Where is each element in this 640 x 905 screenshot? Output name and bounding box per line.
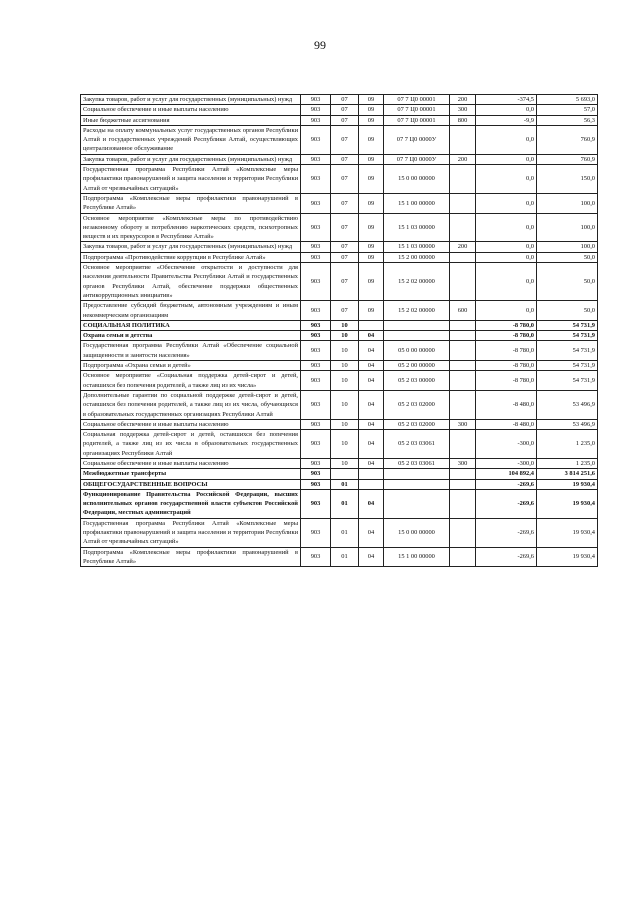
subsection-code-cell: 04	[359, 331, 384, 341]
expense-type-cell: 200	[450, 154, 476, 164]
row-name-cell: Государственная программа Республики Алтай «Комплексные меры профилактики правонарушений и защита населения и территории Республики Алтай от чрезвычайных ситуаций»	[81, 165, 301, 194]
change-amount-cell: -8 780,0	[476, 361, 537, 371]
subsection-code-cell	[359, 320, 384, 330]
grbs-code-cell: 903	[301, 489, 331, 518]
subsection-code-cell: 04	[359, 430, 384, 459]
expense-type-cell	[450, 193, 476, 213]
grbs-code-cell: 903	[301, 361, 331, 371]
section-code-cell: 07	[331, 252, 359, 262]
grbs-code-cell: 903	[301, 105, 331, 115]
grbs-code-cell: 903	[301, 390, 331, 419]
change-amount-cell: -8 780,0	[476, 341, 537, 361]
total-amount-cell: 19 930,4	[537, 479, 598, 489]
section-code-cell: 07	[331, 95, 359, 105]
expense-type-cell	[450, 165, 476, 194]
total-amount-cell: 50,0	[537, 263, 598, 301]
target-article-cell	[384, 320, 450, 330]
change-amount-cell: -8 780,0	[476, 371, 537, 391]
section-code-cell: 07	[331, 105, 359, 115]
subsection-code-cell: 09	[359, 95, 384, 105]
grbs-code-cell: 903	[301, 115, 331, 125]
total-amount-cell: 54 731,9	[537, 331, 598, 341]
row-name-cell: Подпрограмма «Комплексные меры профилактики правонарушений в Республике Алтай»	[81, 193, 301, 213]
row-name-cell: Охрана семьи и детства	[81, 331, 301, 341]
total-amount-cell: 19 930,4	[537, 547, 598, 567]
row-name-cell: Предоставление субсидий бюджетным, автономным учреждениям и иным некоммерческим организациям	[81, 301, 301, 321]
grbs-code-cell: 903	[301, 331, 331, 341]
section-code-cell: 07	[331, 115, 359, 125]
table-row	[81, 242, 598, 252]
page-number: 99	[314, 38, 326, 52]
section-code-cell: 10	[331, 341, 359, 361]
expense-type-cell	[450, 479, 476, 489]
expense-type-cell	[450, 390, 476, 419]
change-amount-cell: -8 780,0	[476, 331, 537, 341]
change-amount-cell: -269,6	[476, 547, 537, 567]
expense-type-cell: 800	[450, 115, 476, 125]
total-amount-cell: 54 731,9	[537, 320, 598, 330]
budget-table	[80, 94, 598, 567]
grbs-code-cell: 903	[301, 165, 331, 194]
total-amount-cell: 100,0	[537, 213, 598, 242]
grbs-code-cell: 903	[301, 371, 331, 391]
row-name-cell: Расходы на оплату коммунальных услуг государственных органов Республики Алтай и государственных учреждений Республики Алтай, осуществляющих централизованное обслуживание	[81, 125, 301, 154]
total-amount-cell: 19 930,4	[537, 489, 598, 518]
expense-type-cell	[450, 263, 476, 301]
row-name-cell: Социальное обеспечение и иные выплаты населению	[81, 419, 301, 429]
target-article-cell: 15 2 00 00000	[384, 252, 450, 262]
row-name-cell: Подпрограмма «Комплексные меры профилактики правонарушений в Республике Алтай»	[81, 547, 301, 567]
table-row	[81, 479, 598, 489]
change-amount-cell: 104 892,4	[476, 469, 537, 479]
change-amount-cell: 0,0	[476, 263, 537, 301]
table-row	[81, 301, 598, 321]
grbs-code-cell: 903	[301, 419, 331, 429]
target-article-cell: 05 2 00 00000	[384, 361, 450, 371]
grbs-code-cell: 903	[301, 242, 331, 252]
table-row	[81, 489, 598, 518]
row-name-cell: Закупка товаров, работ и услуг для государственных (муниципальных) нужд	[81, 242, 301, 252]
target-article-cell: 05 2 03 02000	[384, 390, 450, 419]
total-amount-cell: 100,0	[537, 242, 598, 252]
total-amount-cell: 54 731,9	[537, 371, 598, 391]
target-article-cell	[384, 489, 450, 518]
subsection-code-cell: 09	[359, 263, 384, 301]
grbs-code-cell: 903	[301, 213, 331, 242]
change-amount-cell: -300,0	[476, 458, 537, 468]
row-name-cell: Межбюджетные трансферты	[81, 469, 301, 479]
section-code-cell: 07	[331, 125, 359, 154]
section-code-cell: 01	[331, 547, 359, 567]
section-code-cell: 10	[331, 458, 359, 468]
grbs-code-cell: 903	[301, 479, 331, 489]
target-article-cell: 07 7 Ц0 00001	[384, 95, 450, 105]
subsection-code-cell	[359, 479, 384, 489]
row-name-cell: Государственная программа Республики Алтай «Комплексные меры профилактики правонарушений и защита населения и территории Республики Алтай от чрезвычайных ситуаций»	[81, 518, 301, 547]
table-row	[81, 458, 598, 468]
total-amount-cell: 5 693,0	[537, 95, 598, 105]
total-amount-cell: 57,0	[537, 105, 598, 115]
section-code-cell: 07	[331, 213, 359, 242]
subsection-code-cell: 04	[359, 458, 384, 468]
grbs-code-cell: 903	[301, 518, 331, 547]
total-amount-cell: 50,0	[537, 252, 598, 262]
section-code-cell: 10	[331, 361, 359, 371]
target-article-cell: 15 1 00 00000	[384, 547, 450, 567]
change-amount-cell: 0,0	[476, 252, 537, 262]
target-article-cell: 05 2 03 02000	[384, 419, 450, 429]
grbs-code-cell: 903	[301, 252, 331, 262]
table-row	[81, 430, 598, 459]
target-article-cell: 15 2 02 00000	[384, 263, 450, 301]
subsection-code-cell: 09	[359, 105, 384, 115]
section-code-cell: 07	[331, 165, 359, 194]
row-name-cell: Социальное обеспечение и иные выплаты населению	[81, 458, 301, 468]
total-amount-cell: 760,9	[537, 125, 598, 154]
expense-type-cell: 600	[450, 301, 476, 321]
row-name-cell: Закупка товаров, работ и услуг для государственных (муниципальных) нужд	[81, 154, 301, 164]
total-amount-cell: 54 731,9	[537, 361, 598, 371]
expense-type-cell	[450, 125, 476, 154]
table-row	[81, 419, 598, 429]
change-amount-cell: 0,0	[476, 213, 537, 242]
subsection-code-cell: 09	[359, 252, 384, 262]
row-name-cell: Подпрограмма «Противодействие коррупции в Республике Алтай»	[81, 252, 301, 262]
grbs-code-cell: 903	[301, 125, 331, 154]
row-name-cell: ОБЩЕГОСУДАРСТВЕННЫЕ ВОПРОСЫ	[81, 479, 301, 489]
change-amount-cell: 0,0	[476, 242, 537, 252]
subsection-code-cell	[359, 469, 384, 479]
change-amount-cell: 0,0	[476, 165, 537, 194]
expense-type-cell	[450, 371, 476, 391]
expense-type-cell	[450, 489, 476, 518]
grbs-code-cell: 903	[301, 154, 331, 164]
total-amount-cell: 760,9	[537, 154, 598, 164]
section-code-cell: 10	[331, 419, 359, 429]
target-article-cell: 07 7 Ц0 00001	[384, 105, 450, 115]
section-code-cell: 10	[331, 371, 359, 391]
row-name-cell: Государственная программа Республики Алтай «Обеспечение социальной защищенности и занятости населения»	[81, 341, 301, 361]
total-amount-cell: 53 496,9	[537, 419, 598, 429]
section-code-cell: 07	[331, 263, 359, 301]
table-row	[81, 547, 598, 567]
row-name-cell: Основное мероприятие «Социальная поддержка детей-сирот и детей, оставшихся без попечения родителей, а также лиц из их числа»	[81, 371, 301, 391]
section-code-cell: 01	[331, 518, 359, 547]
change-amount-cell: -269,6	[476, 518, 537, 547]
subsection-code-cell: 04	[359, 390, 384, 419]
table-row	[81, 518, 598, 547]
grbs-code-cell: 903	[301, 547, 331, 567]
total-amount-cell: 150,0	[537, 165, 598, 194]
subsection-code-cell: 09	[359, 125, 384, 154]
change-amount-cell: -374,5	[476, 95, 537, 105]
section-code-cell: 10	[331, 390, 359, 419]
table-row	[81, 213, 598, 242]
subsection-code-cell: 04	[359, 341, 384, 361]
subsection-code-cell: 09	[359, 193, 384, 213]
target-article-cell: 15 1 00 00000	[384, 193, 450, 213]
section-code-cell: 07	[331, 154, 359, 164]
change-amount-cell: -8 480,0	[476, 390, 537, 419]
total-amount-cell: 19 930,4	[537, 518, 598, 547]
grbs-code-cell: 903	[301, 263, 331, 301]
total-amount-cell: 50,0	[537, 301, 598, 321]
subsection-code-cell: 04	[359, 518, 384, 547]
grbs-code-cell: 903	[301, 430, 331, 459]
change-amount-cell: -269,6	[476, 489, 537, 518]
subsection-code-cell: 04	[359, 489, 384, 518]
expense-type-cell	[450, 252, 476, 262]
expense-type-cell	[450, 213, 476, 242]
section-code-cell: 07	[331, 301, 359, 321]
total-amount-cell: 100,0	[537, 193, 598, 213]
target-article-cell: 07 7 Ц0 0000У	[384, 154, 450, 164]
target-article-cell	[384, 469, 450, 479]
grbs-code-cell: 903	[301, 320, 331, 330]
subsection-code-cell: 04	[359, 419, 384, 429]
change-amount-cell: 0,0	[476, 193, 537, 213]
section-code-cell: 01	[331, 489, 359, 518]
row-name-cell: Основное мероприятие «Обеспечение открытости и доступности для населения деятельности Правительства Республики Алтай и государственных органов Республики Алтай, обеспечение поддержки общественных антикоррупционных инициатив»	[81, 263, 301, 301]
section-code-cell: 10	[331, 430, 359, 459]
expense-type-cell	[450, 469, 476, 479]
grbs-code-cell: 903	[301, 193, 331, 213]
row-name-cell: Основное мероприятие «Комплексные меры по противодействию незаконному обороту и потреблению наркотических средств, психотропных веществ и их прекурсоров в Республике Алтай»	[81, 213, 301, 242]
table-row	[81, 331, 598, 341]
table-row	[81, 154, 598, 164]
table-row	[81, 263, 598, 301]
table-row	[81, 469, 598, 479]
grbs-code-cell: 903	[301, 95, 331, 105]
target-article-cell: 07 7 Ц0 00001	[384, 115, 450, 125]
budget-table-body	[81, 95, 598, 567]
target-article-cell: 07 7 Ц0 0000У	[384, 125, 450, 154]
target-article-cell: 15 1 03 00000	[384, 242, 450, 252]
table-row	[81, 105, 598, 115]
change-amount-cell: -269,6	[476, 479, 537, 489]
row-name-cell: Дополнительные гарантии по социальной поддержке детей-сирот и детей, оставшихся без попечения родителей, а также лиц из их числа, обучающихся в образовательных государственных организациях Республики Алтай	[81, 390, 301, 419]
grbs-code-cell: 903	[301, 341, 331, 361]
table-row	[81, 115, 598, 125]
grbs-code-cell: 903	[301, 469, 331, 479]
row-name-cell: Подпрограмма «Охрана семьи и детей»	[81, 361, 301, 371]
table-row	[81, 371, 598, 391]
expense-type-cell: 200	[450, 95, 476, 105]
target-article-cell	[384, 479, 450, 489]
total-amount-cell: 54 731,9	[537, 341, 598, 361]
subsection-code-cell: 09	[359, 165, 384, 194]
total-amount-cell: 53 496,9	[537, 390, 598, 419]
target-article-cell: 15 2 02 00000	[384, 301, 450, 321]
section-code-cell: 07	[331, 193, 359, 213]
row-name-cell: СОЦИАЛЬНАЯ ПОЛИТИКА	[81, 320, 301, 330]
expense-type-cell: 200	[450, 242, 476, 252]
change-amount-cell: 0,0	[476, 301, 537, 321]
expense-type-cell	[450, 341, 476, 361]
target-article-cell: 15 0 00 00000	[384, 518, 450, 547]
expense-type-cell	[450, 518, 476, 547]
row-name-cell: Иные бюджетные ассигнования	[81, 115, 301, 125]
target-article-cell: 05 2 03 03061	[384, 458, 450, 468]
expense-type-cell: 300	[450, 419, 476, 429]
target-article-cell	[384, 331, 450, 341]
expense-type-cell	[450, 320, 476, 330]
expense-type-cell	[450, 430, 476, 459]
row-name-cell: Социальное обеспечение и иные выплаты населению	[81, 105, 301, 115]
target-article-cell: 05 0 00 00000	[384, 341, 450, 361]
expense-type-cell	[450, 331, 476, 341]
change-amount-cell: -9,9	[476, 115, 537, 125]
row-name-cell: Социальная поддержка детей-сирот и детей, оставшихся без попечения родителей, а также лиц из их числа в образовательных государственных организациях Республики Алтай	[81, 430, 301, 459]
section-code-cell: 07	[331, 242, 359, 252]
total-amount-cell: 56,3	[537, 115, 598, 125]
row-name-cell: Закупка товаров, работ и услуг для государственных (муниципальных) нужд	[81, 95, 301, 105]
expense-type-cell: 300	[450, 105, 476, 115]
subsection-code-cell: 04	[359, 371, 384, 391]
total-amount-cell: 1 235,0	[537, 458, 598, 468]
change-amount-cell: -8 480,0	[476, 419, 537, 429]
section-code-cell: 10	[331, 320, 359, 330]
expense-type-cell	[450, 547, 476, 567]
table-row	[81, 95, 598, 105]
subsection-code-cell: 09	[359, 301, 384, 321]
target-article-cell: 05 2 03 00000	[384, 371, 450, 391]
subsection-code-cell: 04	[359, 547, 384, 567]
total-amount-cell: 3 814 251,6	[537, 469, 598, 479]
table-row	[81, 252, 598, 262]
table-row	[81, 320, 598, 330]
change-amount-cell: -300,0	[476, 430, 537, 459]
subsection-code-cell: 04	[359, 361, 384, 371]
table-row	[81, 390, 598, 419]
change-amount-cell: 0,0	[476, 105, 537, 115]
section-code-cell	[331, 469, 359, 479]
target-article-cell: 05 2 03 03061	[384, 430, 450, 459]
expense-type-cell	[450, 361, 476, 371]
target-article-cell: 15 0 00 00000	[384, 165, 450, 194]
change-amount-cell: -8 780,0	[476, 320, 537, 330]
table-row	[81, 125, 598, 154]
grbs-code-cell: 903	[301, 458, 331, 468]
total-amount-cell: 1 235,0	[537, 430, 598, 459]
grbs-code-cell: 903	[301, 301, 331, 321]
table-row	[81, 165, 598, 194]
section-code-cell: 01	[331, 479, 359, 489]
table-row	[81, 193, 598, 213]
change-amount-cell: 0,0	[476, 125, 537, 154]
subsection-code-cell: 09	[359, 242, 384, 252]
row-name-cell: Функционирование Правительства Российской Федерации, высших исполнительных органов государственной власти субъектов Российской Федерации, местных администраций	[81, 489, 301, 518]
change-amount-cell: 0,0	[476, 154, 537, 164]
section-code-cell: 10	[331, 331, 359, 341]
subsection-code-cell: 09	[359, 213, 384, 242]
subsection-code-cell: 09	[359, 154, 384, 164]
target-article-cell: 15 1 03 00000	[384, 213, 450, 242]
table-row	[81, 341, 598, 361]
expense-type-cell: 300	[450, 458, 476, 468]
subsection-code-cell: 09	[359, 115, 384, 125]
table-row	[81, 361, 598, 371]
